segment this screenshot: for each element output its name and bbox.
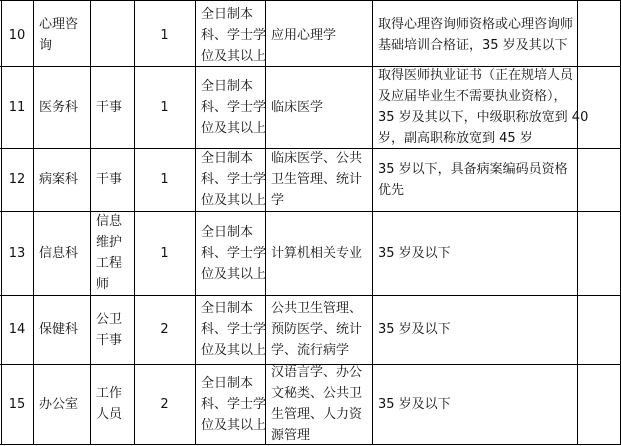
cell-major: [265, 211, 372, 295]
cell-dept: [33, 364, 90, 444]
cell-requirements: [372, 364, 577, 444]
cell-position: [90, 295, 134, 364]
cell-position: [90, 148, 134, 211]
cell-dept: [33, 66, 90, 148]
position-text: 干事: [96, 172, 123, 187]
major-text: 应用心理学: [271, 27, 337, 43]
no-text: 11: [8, 99, 26, 115]
cell-education: [195, 211, 265, 295]
cell-no: [1, 66, 33, 148]
cell-requirements: [372, 66, 589, 148]
requirements-text: 35 岁及以下: [378, 396, 451, 412]
cell-remarks: [577, 364, 620, 444]
education-text: 全日制本 科、学士学 位及其以上: [201, 224, 267, 282]
cell-count: [134, 295, 195, 364]
major-text: 公共卫生管理、 预防医学、统计 学、流行病学: [271, 301, 363, 358]
major-text: 临床医学、公共 卫生管理、统计 学: [271, 151, 363, 208]
count-text: 1: [160, 172, 169, 187]
education-text: 全日制本 科、学士学 位及其以上: [201, 78, 267, 136]
dept-text: 信息科: [39, 245, 79, 261]
cell-major: [265, 66, 372, 148]
cell-count: [134, 364, 195, 444]
cell-major: [265, 148, 372, 211]
requirements-text: 35 岁以下，具备病案编码员资格 优先: [378, 161, 568, 198]
count-text: 1: [160, 27, 169, 43]
position-text: 干事: [96, 99, 123, 115]
cell-dept: [33, 211, 90, 295]
cell-requirements: [372, 295, 577, 364]
cell-position: [90, 2, 134, 68]
dept-text: 医务科: [39, 99, 79, 115]
cell-education: [195, 66, 265, 148]
cell-requirements: [372, 211, 577, 295]
requirements-text: 取得心理咨询师资格或心理咨询师 基础培训合格证，35 岁及其以下: [378, 17, 574, 53]
cell-count: [134, 211, 195, 295]
requirements-text: 取得医师执业证书（正在规培人员 及应届毕业生不需要执业资格）， 35 岁及其以下，中级职称放宽到 40 岁，副高职称放宽到 45 岁: [378, 68, 589, 146]
count-text: 1: [160, 245, 169, 261]
cell-requirements: [372, 148, 577, 211]
cell-no: [1, 295, 33, 364]
cell-major: [265, 2, 372, 68]
cell-education: [195, 295, 265, 364]
cell-remarks: [577, 211, 620, 295]
cell-remarks: [577, 148, 620, 211]
dept-text: 办公室: [39, 396, 79, 412]
no-text: 15: [8, 396, 26, 412]
cell-major: [265, 364, 372, 444]
count-text: 1: [160, 99, 169, 115]
education-text: 全日制本 科、学士学 位及其以上: [201, 151, 267, 208]
cell-count: [134, 66, 195, 148]
cell-position: [90, 364, 134, 444]
cell-requirements: [372, 2, 577, 68]
requirements-text: 35 岁及以下: [378, 322, 451, 337]
cell-position: [90, 211, 134, 295]
major-text: 汉语言学、办公 文秘类、公共卫 生管理、人力资 源管理: [271, 365, 363, 443]
education-text: 全日制本 科、学士学 位及其以上: [201, 301, 267, 358]
position-text: 公卫 干事: [96, 311, 123, 348]
no-text: 13: [8, 245, 26, 261]
count-text: 2: [160, 322, 169, 337]
cell-education: [195, 364, 265, 444]
major-text: 计算机相关专业: [271, 245, 363, 261]
no-text: 14: [8, 322, 26, 337]
no-text: 10: [8, 27, 26, 43]
cell-no: [1, 148, 33, 211]
cell-position: [90, 66, 134, 148]
cell-education: [195, 148, 265, 211]
cell-remarks: [577, 2, 620, 68]
count-text: 2: [160, 396, 169, 412]
cell-major: [265, 295, 372, 364]
cell-education: [195, 2, 265, 68]
cell-no: [1, 364, 33, 444]
cell-count: [134, 2, 195, 68]
education-text: 全日制本 科、学士学 位及其以上: [201, 375, 267, 433]
education-text: 全日制本 科、学士学 位及其以上: [201, 6, 267, 64]
cell-no: [1, 211, 33, 295]
dept-text: 病案科: [39, 172, 79, 187]
dept-text: 保健科: [39, 322, 79, 337]
cell-count: [134, 148, 195, 211]
major-text: 临床医学: [271, 99, 324, 115]
cell-dept: [33, 148, 90, 211]
position-text: 工作 人员: [96, 386, 123, 422]
cell-no: [1, 2, 33, 68]
dept-text: 心理咨 询: [39, 17, 79, 53]
cell-dept: [33, 2, 90, 68]
no-text: 12: [8, 172, 26, 187]
requirements-text: 35 岁及以下: [378, 245, 451, 261]
position-text: 信息 维护 工程 师: [96, 214, 123, 292]
cell-remarks: [577, 295, 620, 364]
cell-dept: [33, 295, 90, 364]
cell-remarks: [577, 66, 620, 148]
